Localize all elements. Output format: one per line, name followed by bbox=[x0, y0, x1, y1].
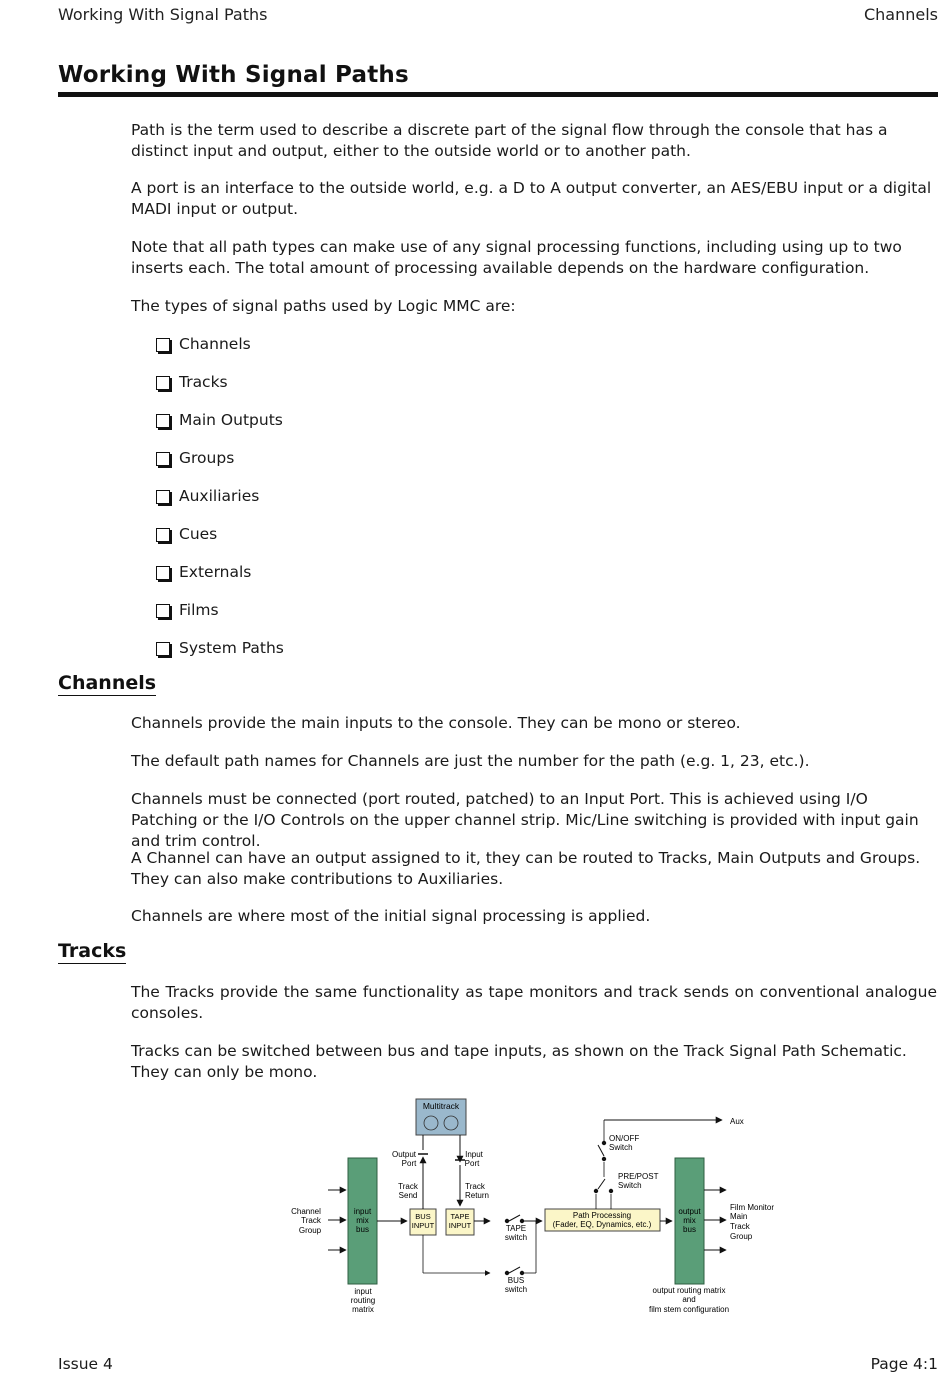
track-signal-path-diagram bbox=[280, 1095, 800, 1325]
svg-text:Port: Port bbox=[401, 1159, 417, 1168]
svg-text:Switch: Switch bbox=[618, 1181, 642, 1190]
running-header bbox=[58, 5, 938, 27]
channels-paragraph-3: Channels must be connected (port routed, patched) to an Input Port. This is achieved using I/O Patching or the I/O Controls on the upper channel strip. Mic/Line switching is provided with input gain and trim control. bbox=[131, 790, 919, 850]
svg-text:INPUT: INPUT bbox=[411, 1221, 435, 1230]
on-off-switch-label: ON/OFF bbox=[609, 1134, 640, 1143]
svg-text:output: output bbox=[678, 1207, 701, 1216]
input-port-label: Input bbox=[465, 1150, 483, 1159]
svg-text:Track: Track bbox=[730, 1222, 750, 1231]
multitrack-box bbox=[416, 1099, 466, 1135]
checkbox-bullet-icon bbox=[156, 528, 170, 542]
title-rule bbox=[58, 92, 938, 97]
input-mix-bus bbox=[348, 1158, 377, 1284]
checkbox-bullet-icon bbox=[156, 642, 170, 656]
svg-text:routing: routing bbox=[350, 1296, 376, 1305]
output-destinations-label: Film Monitor bbox=[730, 1203, 775, 1212]
svg-text:BUS: BUS bbox=[415, 1212, 431, 1221]
svg-text:Main: Main bbox=[730, 1212, 748, 1221]
svg-text:mix: mix bbox=[356, 1216, 369, 1225]
svg-text:and: and bbox=[682, 1295, 696, 1304]
bus-switch-label: BUS bbox=[507, 1276, 525, 1285]
svg-text:TAPE: TAPE bbox=[450, 1212, 470, 1221]
list-item: System Paths bbox=[156, 638, 284, 658]
header-section-title: Working With Signal Paths bbox=[58, 5, 268, 24]
list-item: Externals bbox=[156, 562, 251, 582]
output-port-label: Output bbox=[391, 1150, 417, 1159]
svg-text:mix: mix bbox=[683, 1216, 696, 1225]
svg-text:Group: Group bbox=[730, 1232, 753, 1241]
svg-text:Return: Return bbox=[464, 1191, 490, 1200]
svg-text:Switch: Switch bbox=[609, 1143, 633, 1152]
list-item: Tracks bbox=[156, 372, 228, 392]
channels-paragraph-5: Channels are where most of the initial signal processing is applied. bbox=[131, 907, 651, 925]
svg-text:film stem configuration: film stem configuration bbox=[648, 1305, 730, 1314]
page-title: Working With Signal Paths bbox=[58, 62, 409, 88]
svg-text:Track: Track bbox=[301, 1216, 321, 1225]
section-heading-channels: Channels bbox=[58, 672, 157, 694]
channels-paragraph-1: Channels provide the main inputs to the console. They can be mono or stereo. bbox=[131, 714, 741, 732]
channels-paragraph-4: A Channel can have an output assigned to it, they can be routed to Tracks, Main Outputs and Groups. They can also make contributions to Auxiliaries. bbox=[131, 849, 921, 888]
footer-issue: Issue 4 bbox=[58, 1355, 113, 1373]
section-heading-tracks: Tracks bbox=[58, 940, 127, 962]
svg-text:Port: Port bbox=[464, 1159, 480, 1168]
track-send-label: Track bbox=[398, 1182, 418, 1191]
list-item: Cues bbox=[156, 524, 217, 544]
svg-text:(Fader, EQ, Dynamics, etc.): (Fader, EQ, Dynamics, etc.) bbox=[552, 1220, 652, 1229]
svg-text:input: input bbox=[353, 1207, 372, 1216]
svg-text:Send: Send bbox=[398, 1191, 418, 1200]
tape-switch-label: TAPE bbox=[505, 1224, 527, 1233]
svg-text:switch: switch bbox=[504, 1285, 528, 1294]
checkbox-bullet-icon bbox=[156, 338, 170, 352]
header-chapter-title: Channels bbox=[863, 5, 938, 24]
checkbox-bullet-icon bbox=[156, 452, 170, 466]
svg-text:matrix: matrix bbox=[352, 1305, 374, 1314]
output-mix-bus bbox=[675, 1158, 704, 1284]
footer-page-number: Page 4:1 bbox=[870, 1355, 938, 1373]
svg-text:INPUT: INPUT bbox=[448, 1221, 472, 1230]
pre-post-switch-label: PRE/POST bbox=[618, 1172, 659, 1181]
intro-paragraph-4: The types of signal paths used by Logic MMC are: bbox=[131, 297, 516, 315]
aux-label: Aux bbox=[730, 1117, 744, 1126]
multitrack-label: Multitrack bbox=[422, 1101, 460, 1111]
list-item: Groups bbox=[156, 448, 234, 468]
checkbox-bullet-icon bbox=[156, 414, 170, 428]
tracks-paragraph-2: Tracks can be switched between bus and tape inputs, as shown on the Track Signal Path Schematic. They can only be mono. bbox=[131, 1042, 907, 1081]
checkbox-bullet-icon bbox=[156, 566, 170, 580]
input-routing-label: input bbox=[354, 1287, 372, 1296]
intro-paragraph-1: Path is the term used to describe a discrete part of the signal flow through the console that has a distinct input and output, either to the outside world or to another path. bbox=[131, 121, 888, 160]
list-item: Auxiliaries bbox=[156, 486, 259, 506]
tracks-paragraph-1: The Tracks provide the same functionality as tape monitors and track sends on conventional analogue consoles. bbox=[131, 983, 937, 1022]
tape-input-box bbox=[446, 1209, 474, 1235]
checkbox-bullet-icon bbox=[156, 604, 170, 618]
list-item: Films bbox=[156, 600, 219, 620]
bus-input-box bbox=[410, 1209, 436, 1235]
svg-text:bus: bus bbox=[356, 1225, 369, 1234]
list-item: Channels bbox=[156, 334, 251, 354]
channels-paragraph-2: The default path names for Channels are just the number for the path (e.g. 1, 23, etc.). bbox=[131, 752, 810, 770]
checkbox-bullet-icon bbox=[156, 490, 170, 504]
path-processing-box bbox=[545, 1209, 660, 1231]
list-item: Main Outputs bbox=[156, 410, 283, 430]
track-return-label: Track bbox=[465, 1182, 485, 1191]
svg-text:switch: switch bbox=[504, 1233, 528, 1242]
output-routing-label: output routing matrix bbox=[652, 1286, 726, 1295]
svg-text:bus: bus bbox=[683, 1225, 696, 1234]
input-sources-label: Channel bbox=[291, 1207, 321, 1216]
intro-paragraph-3: Note that all path types can make use of any signal processing functions, including using up to two inserts each. The total amount of processing available depends on the hardware configuration. bbox=[131, 238, 902, 277]
checkbox-bullet-icon bbox=[156, 376, 170, 390]
svg-text:Group: Group bbox=[298, 1226, 322, 1235]
intro-paragraph-2: A port is an interface to the outside world, e.g. a D to A output converter, an AES/EBU input or a digital MADI input or output. bbox=[131, 179, 932, 218]
svg-text:Path Processing: Path Processing bbox=[572, 1211, 632, 1220]
